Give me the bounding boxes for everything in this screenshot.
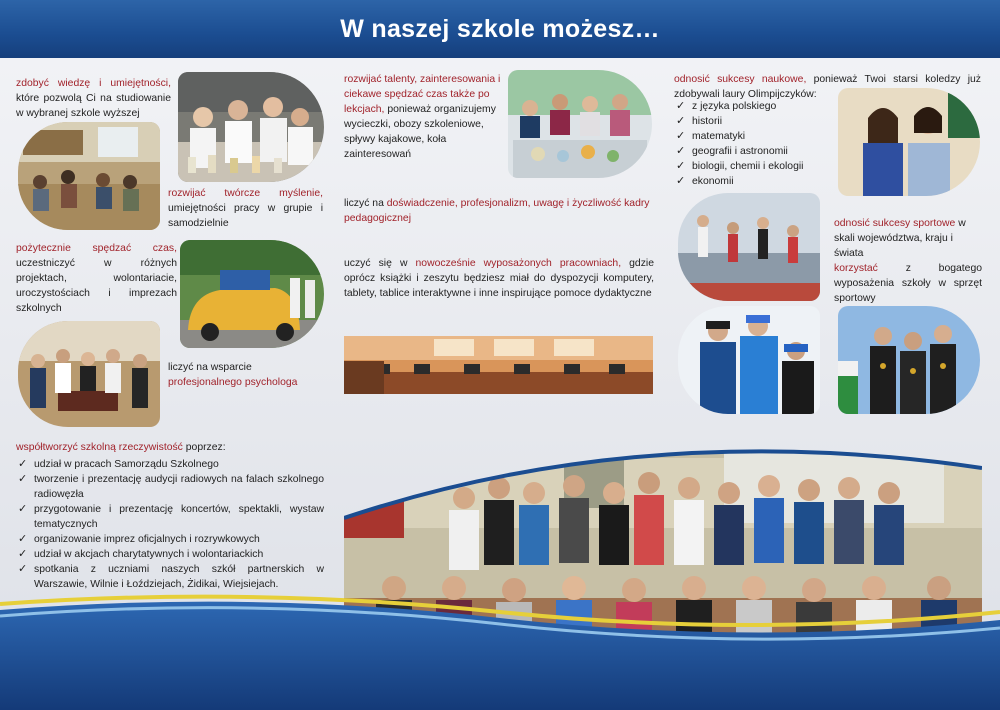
activity-item: ✓ tworzenie i prezentację audycji radiowych na falach szkolnego radiowęzła	[16, 472, 324, 502]
text-science-highlight: odnosić sukcesy naukowe,	[674, 74, 807, 85]
olympiad-item: ✓ matematyki	[674, 129, 834, 144]
text-teachers-body: liczyć na	[344, 198, 384, 209]
activity-item: ✓ spotkania z uczniami naszych szkół partnerskich w Warszawie, Wilnie i Łoździejach, Żidikai, Wiejsiejach.	[16, 562, 324, 592]
text-psychologist-highlight: profesjonalnego psychologa	[168, 377, 298, 388]
text-classrooms-body: gdzie oprócz książki i zeszytu będziesz miał do dyspozycji komputery, tablety, tablice interaktywne i inne inspirujące pomoce dydaktyczne	[344, 258, 654, 299]
photo-ski-medals	[678, 306, 820, 414]
olympiad-item: ✓ historii	[674, 114, 834, 129]
text-co-create-highlight: współtworzyć szkolną rzeczywistość	[16, 442, 183, 453]
activities-list	[16, 457, 324, 592]
text-teachers	[344, 196, 656, 226]
text-science-body: ponieważ Twoi starsi koledzy już zdobywali laury Olimpijczyków:	[674, 74, 981, 100]
text-free-time	[16, 241, 177, 316]
text-talents-highlight: rozwijać talenty, zainteresowania i ciekawe spędzać czas także po lekcjach,	[344, 74, 501, 115]
photo-computer-lab	[344, 336, 653, 394]
photo-school-event	[18, 321, 160, 427]
text-creative-highlight: rozwijać twórcze myślenie,	[168, 188, 323, 199]
photo-decorated-car	[180, 240, 324, 348]
text-classrooms-highlight: nowocześnie wyposażonych pracowniach,	[415, 258, 622, 269]
text-sports-highlight: odnosić sukcesy sportowe	[834, 218, 956, 229]
olympiad-list	[674, 99, 834, 189]
activity-item: ✓ udział w pracach Samorządu Szkolnego	[16, 457, 324, 472]
text-co-create-body: poprzez:	[185, 442, 226, 453]
text-teachers-highlight: doświadczenie, profesjonalizm, uwagę i życzliwość kadry pedagogicznej	[344, 198, 650, 224]
text-knowledge-body: które pozwolą Ci na studiowanie w wybranej szkole wyższej	[16, 93, 171, 119]
text-classrooms-pre: uczyć się w	[344, 258, 408, 269]
photo-sports-jump	[678, 193, 820, 301]
text-free-time-highlight: pożytecznie spędzać czas,	[16, 243, 177, 254]
text-knowledge-highlight: zdobyć wiedzę i umiejętności,	[16, 78, 171, 89]
text-co-create	[16, 440, 328, 455]
text-sports-body: w skali województwa, kraju i świata	[834, 218, 966, 259]
photo-team-medals	[838, 306, 980, 414]
activity-item: ✓ udział w akcjach charytatywnych i wolontariackich	[16, 547, 324, 562]
olympiad-item: ✓ geografii i astronomii	[674, 144, 834, 159]
bottom-wave-decoration	[0, 590, 1000, 710]
activity-item: ✓ przygotowanie i prezentację koncertów, spektakli, wystaw tematycznych	[16, 502, 324, 532]
olympiad-item: ✓ ekonomii	[674, 174, 834, 189]
text-psychologist-body: liczyć na wsparcie	[168, 362, 252, 373]
text-psychologist	[168, 360, 326, 390]
text-free-time-body: uczestniczyć w różnych projektach, wolontariacie, uroczystościach i imprezach szkolnych	[16, 258, 177, 314]
text-talents-body: ponieważ organizujemy wycieczki, obozy szkoleniowe, spływy kajakowe, koła zainteresowań	[344, 104, 496, 160]
photo-interest-club	[508, 70, 652, 178]
text-classrooms	[344, 256, 654, 301]
page-title: W naszej szkole możesz…	[340, 15, 660, 43]
activity-item: ✓ organizowanie imprez oficjalnych i rozrywkowych	[16, 532, 324, 547]
text-knowledge	[16, 76, 171, 121]
text-creative-body: umiejętności pracy w grupie i samodzielnie	[168, 203, 323, 229]
photo-classroom	[18, 122, 160, 230]
text-equipment-highlight: korzystać	[834, 263, 878, 274]
text-sports	[834, 216, 982, 306]
olympiad-item: ✓ biologii, chemii i ekologii	[674, 159, 834, 174]
photo-olympians	[838, 88, 980, 196]
text-talents	[344, 72, 501, 162]
header-banner	[0, 0, 1000, 58]
text-equipment-body: z bogatego wyposażenia szkoły w sprzęt sportowy	[834, 263, 983, 304]
olympiad-item: ✓ z języka polskiego	[674, 99, 834, 114]
photo-lab-students	[178, 72, 324, 182]
text-creative	[168, 186, 323, 231]
